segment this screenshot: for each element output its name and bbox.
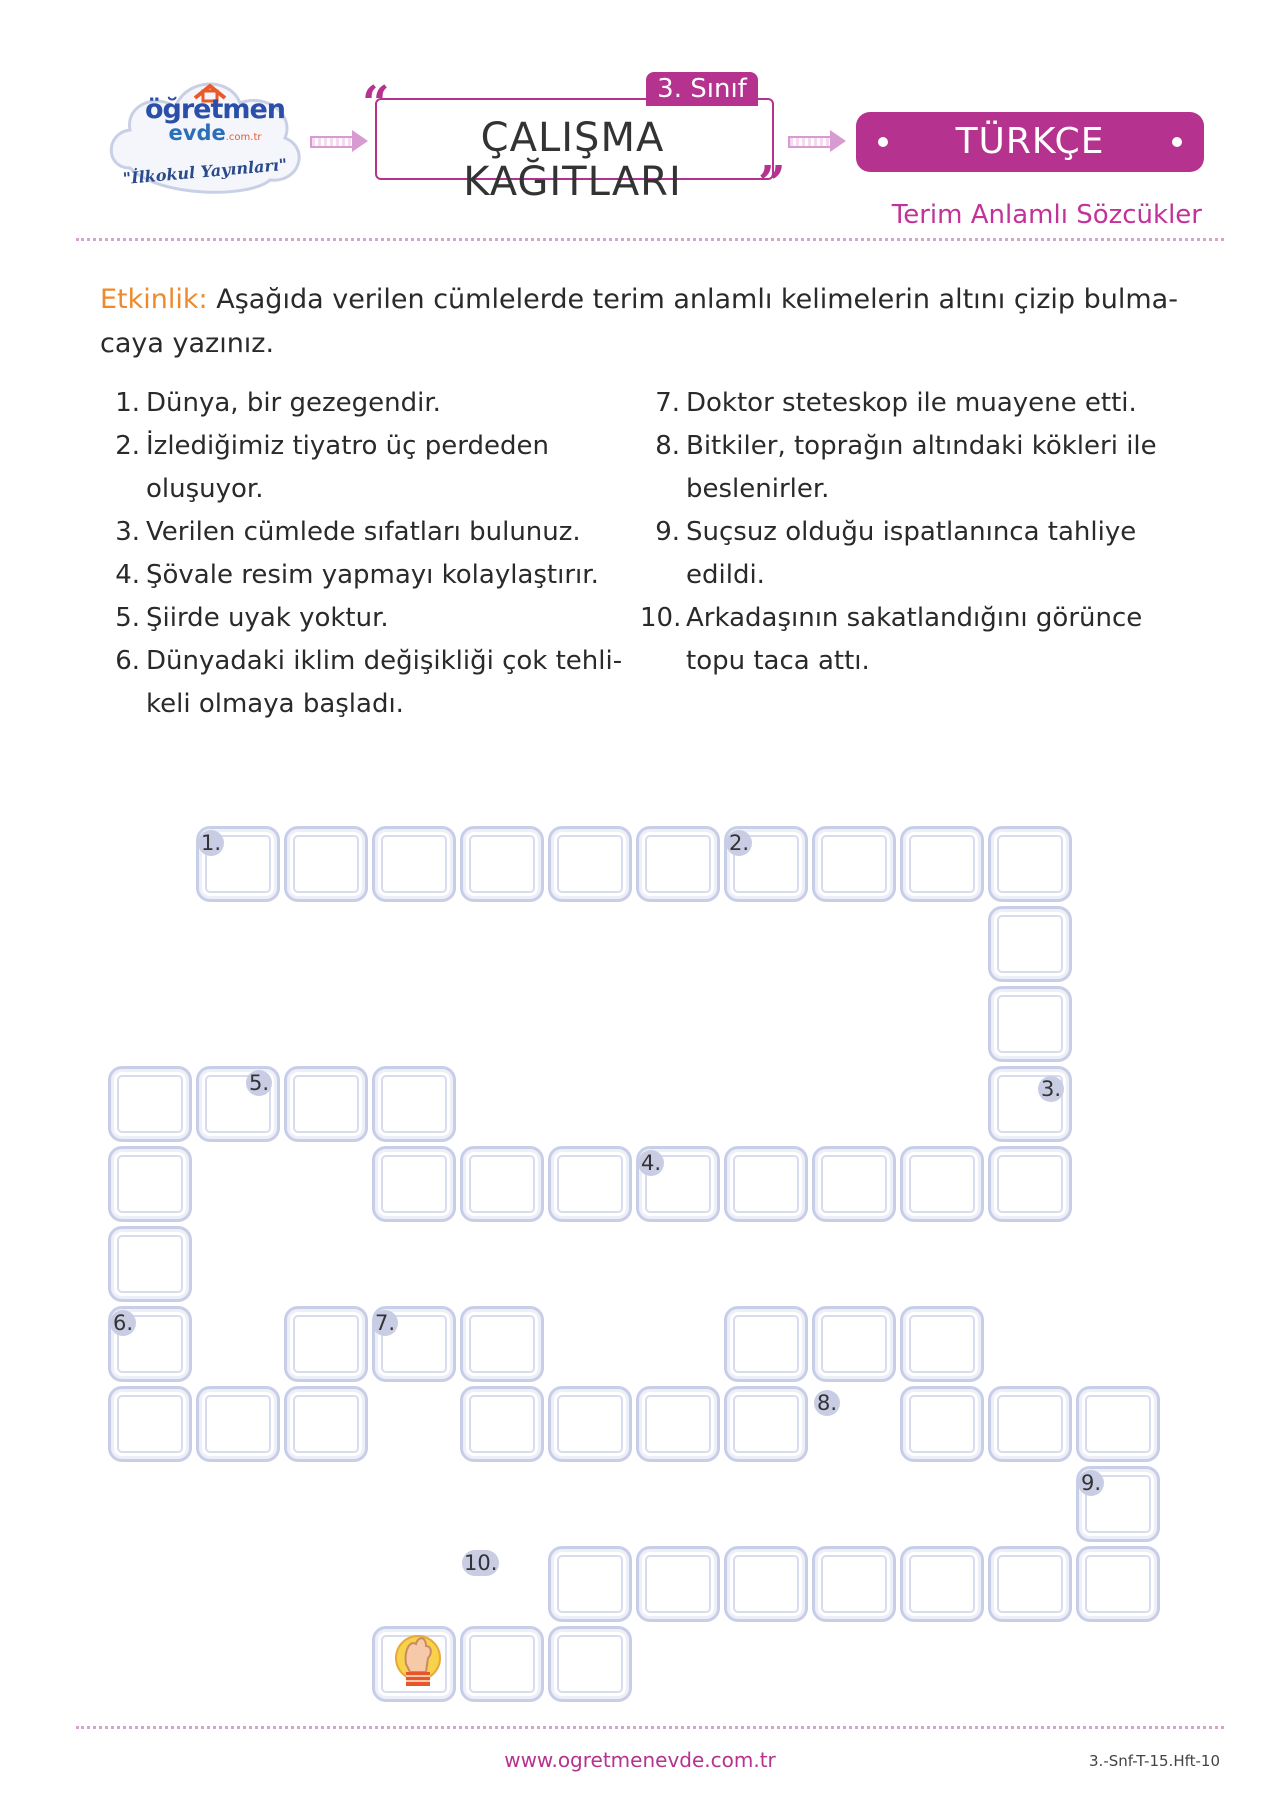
clue-number-badge: 1. — [198, 830, 224, 856]
clue-number: 7. — [655, 388, 680, 418]
clue-text: Arkadaşının sakatlandığını görünce topu taca attı. — [686, 603, 1143, 676]
crossword-cell[interactable] — [548, 1146, 632, 1222]
logo-domain: .com.tr — [225, 132, 262, 143]
subject-label: TÜRKÇE — [955, 121, 1105, 162]
clue-number: 8. — [655, 431, 680, 461]
crossword-cell[interactable] — [724, 1306, 808, 1382]
clue-number-badge: 7. — [372, 1310, 398, 1336]
clue-number-badge: 5. — [246, 1070, 272, 1096]
clue-text: Verilen cümlede sıfatları bulunuz. — [146, 517, 581, 547]
logo-tagline: "İlkokul Yayınları" — [122, 154, 288, 189]
clue-number-badge: 9. — [1078, 1470, 1104, 1496]
clue-text: Suçsuz olduğu ispatlanınca tahliye edildi. — [686, 517, 1137, 590]
clue-number: 2. — [115, 431, 140, 461]
crossword-cell[interactable] — [460, 1386, 544, 1462]
clue-text: Doktor steteskop ile muayene etti. — [686, 388, 1137, 418]
clue-number-badge: 6. — [110, 1310, 136, 1336]
clue-number-badge: 10. — [464, 1551, 498, 1575]
crossword-cell[interactable] — [636, 1386, 720, 1462]
crossword-cell[interactable] — [284, 1066, 368, 1142]
crossword-cell[interactable] — [988, 1386, 1072, 1462]
crossword-cell[interactable] — [724, 1386, 808, 1462]
crossword-cell[interactable] — [900, 826, 984, 902]
thumbs-up-mascot-icon — [380, 1624, 456, 1694]
clue-text: Şövale resim yapmayı kolaylaştırır. — [146, 560, 599, 590]
crossword-cell[interactable] — [1076, 1386, 1160, 1462]
crossword-cell[interactable] — [1076, 1546, 1160, 1622]
grade-tab: 3. Sınıf — [646, 72, 758, 106]
crossword-cell[interactable] — [988, 1546, 1072, 1622]
crossword-cell[interactable] — [636, 826, 720, 902]
website-link[interactable]: www.ogretmenevde.com.tr — [504, 1748, 776, 1772]
crossword-cell[interactable] — [372, 1146, 456, 1222]
crossword-cell[interactable] — [900, 1306, 984, 1382]
crossword-cell[interactable] — [108, 1066, 192, 1142]
crossword-cell[interactable] — [460, 1306, 544, 1382]
crossword-cell[interactable] — [636, 1546, 720, 1622]
crossword-cell[interactable] — [548, 1546, 632, 1622]
close-quote-icon: ” — [758, 156, 786, 212]
clue-number: 4. — [115, 560, 140, 590]
clue-text: Dünyadaki iklim değişikliği çok tehli-keli olmaya başladı. — [146, 646, 623, 719]
crossword-cell[interactable] — [284, 1306, 368, 1382]
divider — [76, 1726, 1224, 1729]
clue-number-badge: 4. — [638, 1150, 664, 1176]
clue-number-badge: 3. — [1038, 1076, 1064, 1102]
clue-number: 3. — [115, 517, 140, 547]
crossword-cell[interactable] — [284, 1386, 368, 1462]
crossword-cell[interactable] — [812, 1146, 896, 1222]
clue-number-badge: 2. — [726, 830, 752, 856]
crossword-cell[interactable] — [460, 1626, 544, 1702]
clue-number: 6. — [115, 646, 140, 676]
crossword-cell[interactable] — [108, 1386, 192, 1462]
crossword-cell[interactable] — [988, 986, 1072, 1062]
crossword-cell[interactable] — [548, 826, 632, 902]
clue-number: 9. — [655, 517, 680, 547]
crossword-cell[interactable] — [372, 826, 456, 902]
crossword-cell[interactable] — [460, 826, 544, 902]
clue-text: Dünya, bir gezegendir. — [146, 388, 441, 418]
crossword-cell[interactable] — [812, 1546, 896, 1622]
crossword-cell[interactable] — [900, 1386, 984, 1462]
crossword-cell[interactable] — [988, 906, 1072, 982]
open-quote-icon: “ — [362, 76, 390, 132]
crossword-cell[interactable] — [196, 1386, 280, 1462]
crossword-cell[interactable] — [108, 1146, 192, 1222]
activity-label: Etkinlik: — [100, 284, 208, 315]
crossword-cell[interactable] — [988, 826, 1072, 902]
crossword-cell[interactable] — [548, 1626, 632, 1702]
instruction-line2: caya yazınız. — [100, 328, 275, 359]
page-title: ÇALIŞMA KAĞITLARI — [463, 115, 682, 205]
crossword-cell[interactable] — [108, 1226, 192, 1302]
clue-number: 5. — [115, 603, 140, 633]
crossword-cell[interactable] — [548, 1386, 632, 1462]
topic-title: Terim Anlamlı Sözcükler — [891, 200, 1202, 230]
clue-number: 1. — [115, 388, 140, 418]
logo-brand-line1: öğretmen — [144, 94, 286, 125]
crossword-cell[interactable] — [284, 826, 368, 902]
document-code: 3.-Snf-T-15.Hft-10 — [1089, 1752, 1220, 1770]
instruction-line1: Aşağıda verilen cümlelerde terim anlamlı kelimelerin altını çizip bulma- — [207, 284, 1178, 315]
clue-text: İzlediğimiz tiyatro üç perdeden oluşuyor. — [146, 431, 549, 504]
crossword-cell[interactable] — [724, 1146, 808, 1222]
crossword-cell[interactable] — [812, 1306, 896, 1382]
crossword-cell[interactable] — [372, 1066, 456, 1142]
clue-text: Şiirde uyak yoktur. — [146, 603, 389, 633]
crossword-cell[interactable] — [724, 1546, 808, 1622]
crossword-cell[interactable] — [460, 1146, 544, 1222]
clue-text: Bitkiler, toprağın altındaki kökleri ile beslenirler. — [686, 431, 1157, 504]
clue-number: 10. — [640, 603, 682, 633]
crossword-cell[interactable] — [812, 826, 896, 902]
crossword-cell[interactable] — [988, 1146, 1072, 1222]
logo-brand-word: evde — [168, 121, 226, 145]
clue-number-badge: 8. — [814, 1390, 840, 1416]
crossword-cell[interactable] — [900, 1546, 984, 1622]
crossword-cell[interactable] — [900, 1146, 984, 1222]
